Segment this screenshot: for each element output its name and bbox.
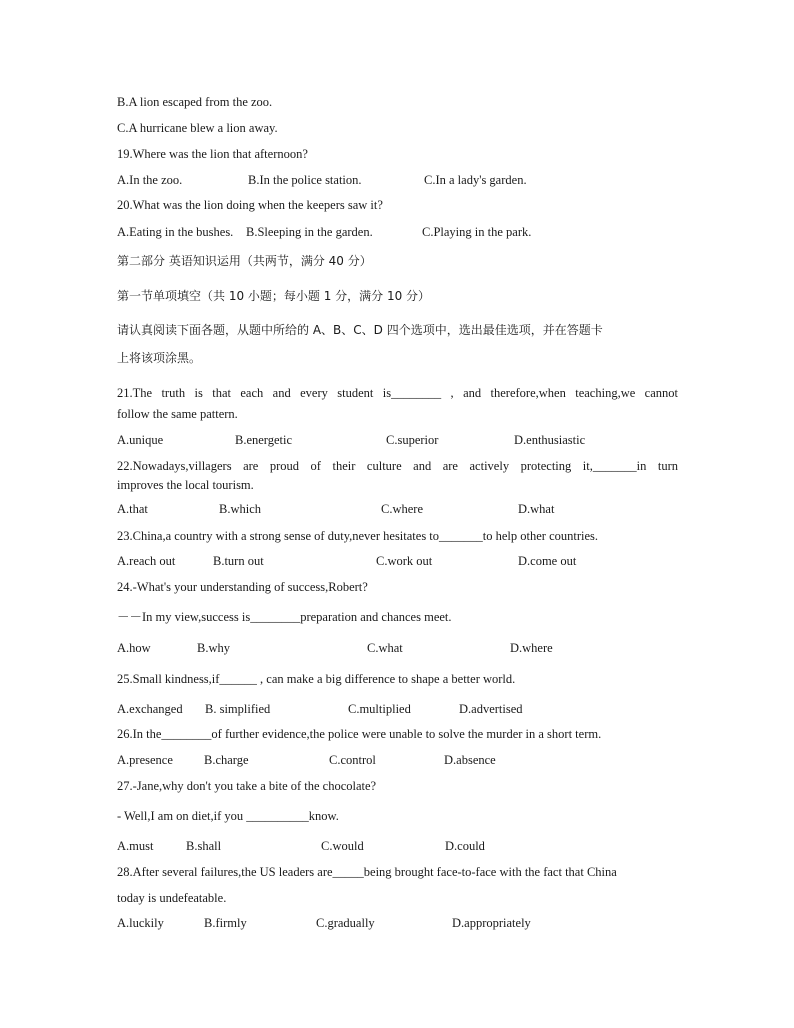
- q27-option-c: C.would: [321, 839, 364, 853]
- q28-option-b: B.firmly: [204, 916, 247, 930]
- question-27-line-2: - Well,I am on diet,if you __________know.: [117, 809, 339, 823]
- q21-option-d: D.enthusiastic: [514, 433, 586, 447]
- q24-option-d: D.where: [510, 641, 553, 655]
- q23-option-a: A.reach out: [117, 554, 176, 568]
- q21-option-a: A.unique: [117, 433, 164, 447]
- q26-option-a: A.presence: [117, 753, 173, 767]
- question-21-line-2: follow the same pattern.: [117, 407, 238, 421]
- question-21-line-1: 21.The truth is that each and every student is________ , and therefore,when teaching,we cannot: [117, 386, 678, 400]
- q21-option-b: B.energetic: [235, 433, 293, 447]
- q23-option-c: C.work out: [376, 554, 433, 568]
- question-22-line-1: 22.Nowadays,villagers are proud of their culture and are actively protecting it,_______in turn: [117, 459, 678, 473]
- q20-option-c: C.Playing in the park.: [422, 225, 532, 239]
- instructions-line-2: 上将该项涂黑。: [117, 351, 202, 365]
- q25-option-d: D.advertised: [459, 702, 523, 716]
- q19-option-b: B.In the police station.: [248, 173, 362, 187]
- q18-option-b: B.A lion escaped from the zoo.: [117, 95, 273, 109]
- section-one-heading: 第一节单项填空（共 10 小题；每小题 1 分，满分 10 分）: [117, 289, 431, 303]
- q26-option-d: D.absence: [444, 753, 496, 767]
- q24-option-a: A.how: [117, 641, 151, 655]
- question-20: 20.What was the lion doing when the keepers saw it?: [117, 198, 383, 212]
- q22-option-a: A.that: [117, 502, 148, 516]
- question-22-line-2: improves the local tourism.: [117, 478, 254, 492]
- q26-option-b: B.charge: [204, 753, 249, 767]
- question-27-line-1: 27.-Jane,why don't you take a bite of the chocolate?: [117, 779, 377, 793]
- q19-option-c: C.In a lady's garden.: [424, 173, 527, 187]
- question-25: 25.Small kindness,if______ , can make a big difference to shape a better world.: [117, 672, 516, 686]
- q24-option-b: B.why: [197, 641, 230, 655]
- q24-option-c: C.what: [367, 641, 403, 655]
- q28-option-a: A.luckily: [117, 916, 164, 930]
- q28-option-d: D.appropriately: [452, 916, 531, 930]
- q18-option-c: C.A hurricane blew a lion away.: [117, 121, 278, 135]
- question-28-line-2: today is undefeatable.: [117, 891, 227, 905]
- q21-option-c: C.superior: [386, 433, 439, 447]
- q27-option-d: D.could: [445, 839, 485, 853]
- q22-option-c: C.where: [381, 502, 423, 516]
- question-24-line-1: 24.-What's your understanding of success,Robert?: [117, 580, 368, 594]
- question-24-line-2: －－In my view,success is________preparation and chances meet.: [117, 610, 452, 624]
- q25-option-c: C.multiplied: [348, 702, 411, 716]
- question-19: 19.Where was the lion that afternoon?: [117, 147, 308, 161]
- part-two-heading: 第二部分 英语知识运用（共两节，满分 40 分）: [117, 254, 372, 268]
- q27-option-b: B.shall: [186, 839, 222, 853]
- q20-option-b: B.Sleeping in the garden.: [246, 225, 373, 239]
- q25-option-b: B. simplified: [205, 702, 271, 716]
- q27-option-a: A.must: [117, 839, 154, 853]
- q19-option-a: A.In the zoo.: [117, 173, 183, 187]
- question-28-line-1: 28.After several failures,the US leaders are_____being brought face-to-face with the fact that China: [117, 865, 617, 879]
- q22-option-b: B.which: [219, 502, 262, 516]
- q25-option-a: A.exchanged: [117, 702, 183, 716]
- q22-option-d: D.what: [518, 502, 555, 516]
- q23-option-d: D.come out: [518, 554, 577, 568]
- instructions-line-1: 请认真阅读下面各题，从题中所给的 A、B、C、D 四个选项中，选出最佳选项，并在答题卡: [117, 323, 603, 337]
- question-23: 23.China,a country with a strong sense of duty,never hesitates to_______to help other countries.: [117, 529, 599, 543]
- q28-option-c: C.gradually: [316, 916, 375, 930]
- question-26: 26.In the________of further evidence,the police were unable to solve the murder in a short term.: [117, 727, 602, 741]
- q23-option-b: B.turn out: [213, 554, 264, 568]
- q20-option-a: A.Eating in the bushes.: [117, 225, 234, 239]
- q26-option-c: C.control: [329, 753, 376, 767]
